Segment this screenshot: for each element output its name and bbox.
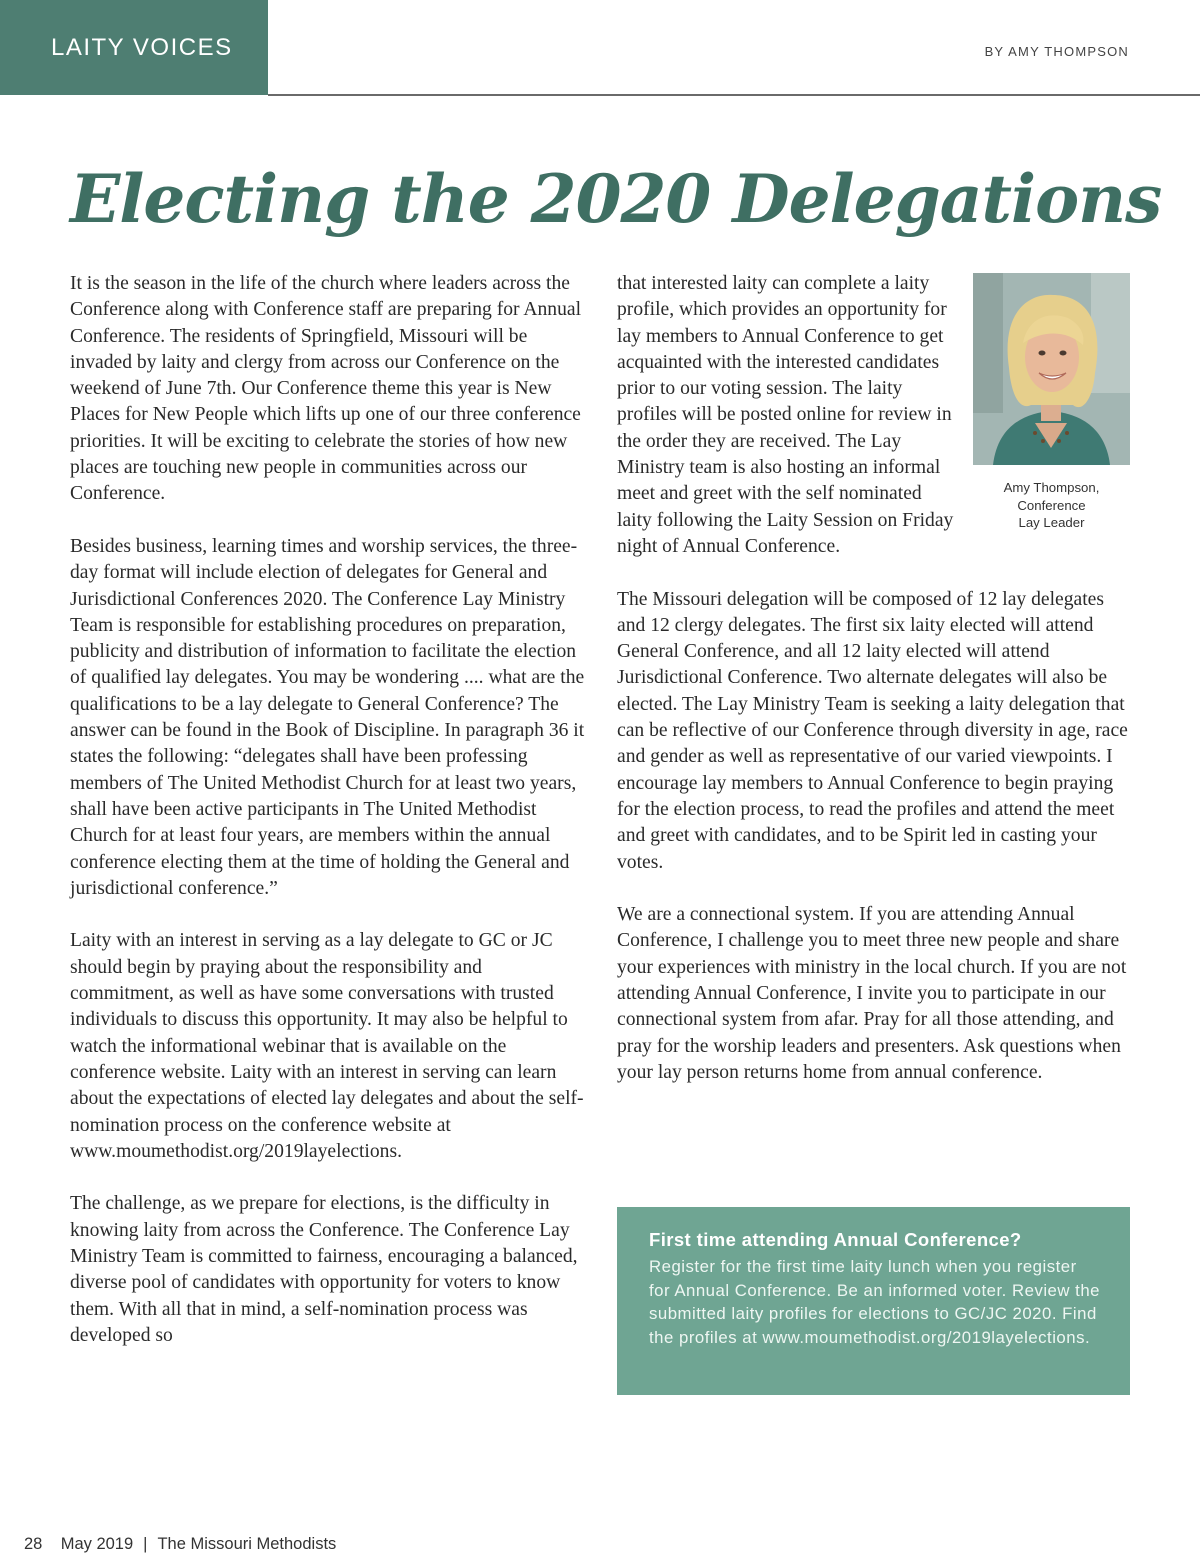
paragraph: Besides business, learning times and worship services, the three-day format will include election of delegates for General and Jurisdictional Conferences 2020. The Conference Lay Ministry Team is responsible for establishing procedures on preparation, publicity and distribution of information to facilitate the election of qualified lay delegates. You may be wondering .... what are the qualifications to be a lay delegate to General Conference? The answer can be found in the Book of Discipline. In paragraph 36 it states the following: “delegates shall have been professing members of The United Methodist Church for at least two years, shall have been active participants in The United Methodist Church for at least four years, are members within the annual conference electing them at the time of holding the General and jurisdictional conference.” bbox=[70, 535, 585, 899]
caption-title: Lay Leader bbox=[1018, 515, 1085, 530]
callout-box bbox=[617, 1207, 1130, 1395]
callout-body: Register for the first time laity lunch when you register for Annual Conference. Be an informed voter. Review the submitted laity profiles for elections to GC/JC 2020. Find the profiles at www.moumethodist.org/2019layelections. bbox=[649, 1257, 1101, 1347]
callout-heading: First time attending Annual Conference? bbox=[649, 1229, 1022, 1250]
byline: BY AMY THOMPSON bbox=[984, 44, 1129, 59]
header-rule bbox=[268, 94, 1200, 96]
photo-caption bbox=[973, 479, 1130, 532]
paragraph: The Missouri delegation will be composed of 12 lay delegates and 12 clergy delegates. The first six laity elected will attend General Conference, and all 12 laity elected will attend Jurisdictional Conference. Two alternate delegates will also be elected. The Lay Ministry Team is seeking a laity delegation that can be reflective of our Conference through diversity in age, race and gender as well as representative of our varied viewpoints. I encourage lay members to Annual Conference to begin praying for the election process, to read the profiles and attend the meet and greet with candidates, and to be Spirit led in casting your votes. bbox=[617, 588, 1128, 873]
page-number: 28 bbox=[24, 1535, 43, 1553]
page-footer bbox=[24, 1535, 336, 1554]
author-photo-figure bbox=[973, 273, 1130, 532]
footer-publication: The Missouri Methodists bbox=[157, 1535, 337, 1553]
article-title: Electing the 2020 Delegations bbox=[70, 160, 1162, 238]
caption-name: Amy Thompson, bbox=[1003, 480, 1100, 495]
paragraph: We are a connectional system. If you are attending Annual Conference, I challenge you to meet three new people and share your experiences with ministry in the local church. If you are not attending Annual Conference, I invite you to participate in our connectional system from afar. Pray for all those attending, and pray for the worship leaders and presenters. Ask questions when your lay person returns home from annual conference. bbox=[617, 904, 1127, 1083]
paragraph: Laity with an interest in serving as a lay delegate to GC or JC should begin by praying about the responsibility and commitment, as well as have some conversations with trusted individuals to discuss this opportunity. It may also be helpful to watch the informational webinar that is available on the conference website. Laity with an interest in serving can learn about the expectations of elected lay delegates and about the self-nomination process on the conference website at www.moumethodist.org/2019layelections. bbox=[70, 930, 584, 1162]
paragraph: that interested laity can complete a laity profile, which provides an opportunity for lay members to Annual Conference to get acquainted with the interested candidates prior to our voting session. The laity profiles will be posted online for review in the order they are received. The Lay Ministry team is also hosting an informal meet and greet with the self nominated laity following the Laity Session on Friday night of Annual Conference. bbox=[617, 273, 954, 557]
caption-title: Conference bbox=[1017, 497, 1086, 513]
paragraph: The challenge, as we prepare for elections, is the difficulty in knowing laity from across the Conference. The Conference Lay Ministry Team is committed to fairness, encouraging a balanced, diverse pool of candidates with opportunity for voters to know them. With all that in mind, a self-nomination process was developed so bbox=[70, 1193, 578, 1346]
section-tab: LAITY VOICES bbox=[0, 0, 268, 95]
author-photo bbox=[973, 273, 1130, 465]
left-column bbox=[70, 271, 585, 1375]
footer-separator: | bbox=[143, 1535, 148, 1553]
footer-date: May 2019 bbox=[60, 1535, 134, 1553]
paragraph: It is the season in the life of the church where leaders across the Conference along with Conference staff are preparing for Annual Conference. The residents of Springfield, Missouri will be invaded by laity and clergy from across our Conference on the weekend of June 7th. Our Conference theme this year is New Places for New People which lifts up one of our three conference priorities. It will be exciting to celebrate the stories of how new places are touching new people in communities across our Conference. bbox=[70, 273, 582, 505]
